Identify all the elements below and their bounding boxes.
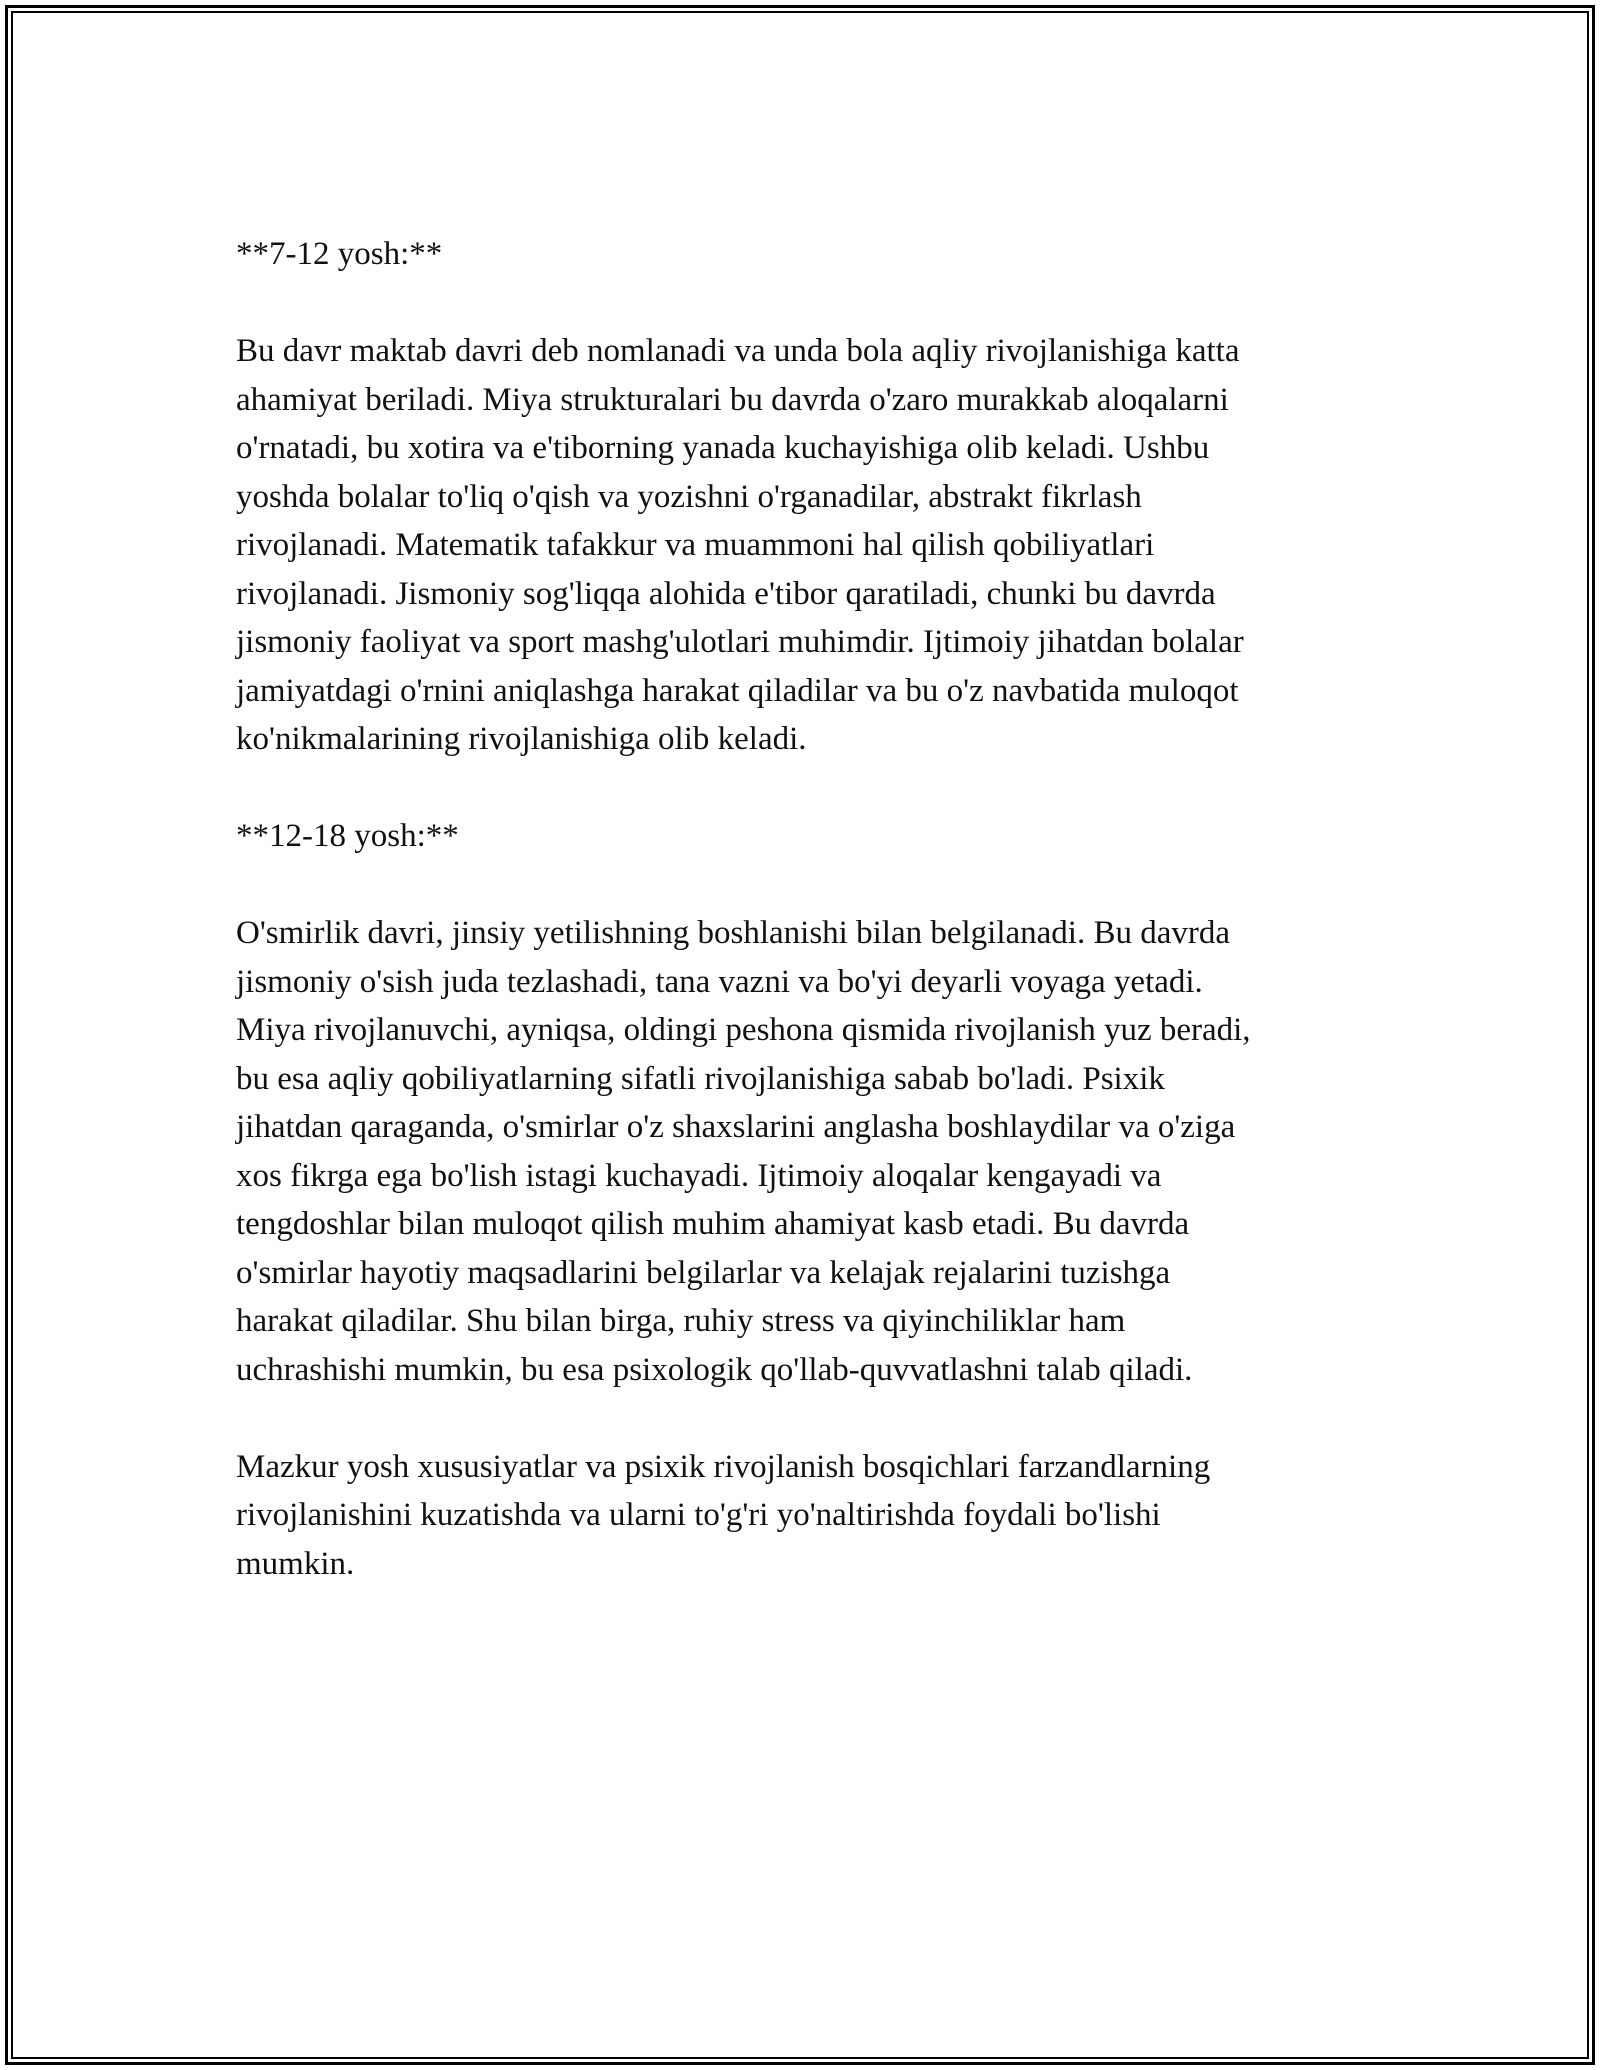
section-heading-7-12: **7-12 yosh:**: [236, 236, 443, 272]
section-heading-12-18: **12-18 yosh:**: [236, 818, 459, 854]
paragraph-7-12: Bu davr maktab davri deb nomlanadi va unda bola aqliy rivojlanishiga katta ahamiyat beriladi. Miya strukturalari bu davrda o'zaro murakkab aloqalarni o'rnatadi, bu xotira va e'tiborning yanada kuchayishiga olib keladi. Ushbu yoshda bolalar to'liq o'qish va yozishni o'rganadilar, abstrakt fikrlash rivojlanadi. Matematik tafakkur va muammoni hal qilish qobiliyatlari rivojlanadi. Jismoniy sog'liqqa alohida e'tibor qaratiladi, chunki bu davrda jismoniy faoliyat va sport mashg'ulotlari muhimdir. Ijtimoiy jihatdan bolalar jamiyatdagi o'rnini aniqlashga harakat qiladilar va bu o'z navbatida muloqot ko'nikmalarining rivojlanishiga olib keladi.: [236, 333, 1244, 757]
paragraph-conclusion: Mazkur yosh xususiyatlar va psixik rivojlanish bosqichlari farzandlarning rivojlanishini kuzatishda va ularni to'g'ri yo'naltirishda foydali bo'lishi mumkin.: [236, 1448, 1211, 1582]
document-body: [236, 230, 1386, 1588]
paragraph-12-18: O'smirlik davri, jinsiy yetilishning boshlanishi bilan belgilanadi. Bu davrda jismoniy o'sish juda tezlashadi, tana vazni va bo'yi deyarli voyaga yetadi. Miya rivojlanuvchi, ayniqsa, oldingi peshona qismida rivojlanish yuz beradi, bu esa aqliy qobiliyatlarning sifatli rivojlanishiga sabab bo'ladi. Psixik jihatdan qaraganda, o'smirlar o'z shaxslarini anglasha boshlaydilar va o'ziga xos fikrga ega bo'lish istagi kuchayadi. Ijtimoiy aloqalar kengayadi va tengdoshlar bilan muloqot qilish muhim ahamiyat kasb etadi. Bu davrda o'smirlar hayotiy maqsadlarini belgilarlar va kelajak rejalarini tuzishga harakat qiladilar. Shu bilan birga, ruhiy stress va qiyinchiliklar ham uchrashishi mumkin, bu esa psixologik qo'llab-quvvatlashni talab qiladi.: [236, 915, 1251, 1388]
